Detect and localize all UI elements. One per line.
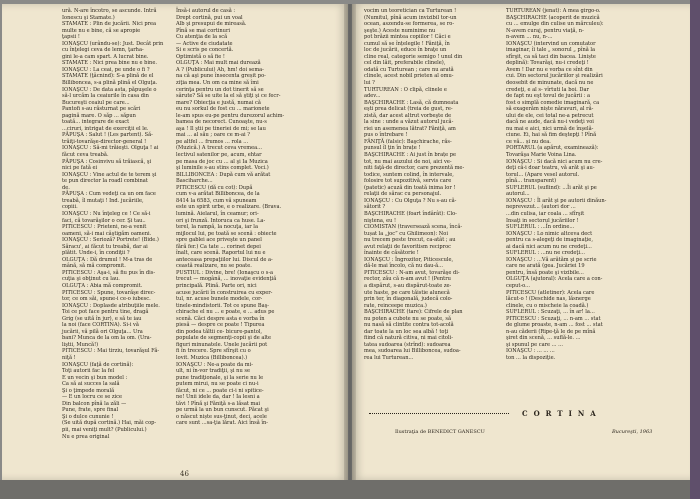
text-line: cel din lăit, preferabile clinele),	[364, 60, 446, 67]
text-line: adev...	[364, 93, 381, 100]
text-line: mare? Obiecţia e justă, numai că	[176, 99, 261, 106]
text-line: cuţia şi obţinut cu lau.	[62, 276, 120, 283]
text-line: deosebit de minunate, dacă nu ne	[506, 80, 594, 87]
text-line: CIOMISTAN (traversează scena, încă-	[364, 224, 463, 231]
text-line: OLGUŢA (ajutoral): Acela care a con-	[506, 276, 603, 283]
text-line: pe altfel ... frumos ... rola ...	[176, 138, 249, 145]
text-line: pot brăzii mintea copiilor ! Căci e	[364, 34, 451, 41]
text-line: mână, să mă compromit.	[62, 263, 126, 270]
text-line: PITICESCU (atletiner): Acela care	[506, 289, 595, 296]
text-line: Basciharche...	[176, 178, 213, 185]
text-line: clinele, acest nobil prieten al omu-	[364, 73, 454, 80]
text-line: te pun director la roadl combinat	[62, 178, 148, 185]
text-line: torul... (Apare vesel autorul.	[506, 171, 580, 178]
text-line: toată... integrare de exact	[62, 119, 130, 126]
text-line: Avem ! Dar nu e vorba ce sînt din	[506, 66, 593, 73]
text-line: Nu e prea original	[62, 433, 110, 440]
text-line: a dispărut, s-au dispărut-toate ze-	[364, 282, 452, 289]
text-line: cerinţa pentru un dot tinerit să se	[176, 86, 264, 93]
text-line: IONAŞCU : ...Vă arătăm şi pe scrie	[506, 256, 597, 263]
text-line: IONAŞCU : Nu înţeleg ce ! Ce să-i	[62, 210, 151, 217]
text-line: pus o întrebare !	[364, 132, 408, 139]
text-line: şi luminile s-au stins complet. Voci.)	[176, 165, 269, 172]
text-line: folosire tot supozitivă, servis care	[364, 178, 452, 185]
text-line: care sunt ...sa-ţia lărat. Aici însă în-	[176, 420, 269, 427]
text-line: fiind că natură citiva, ni mai citoli-	[364, 335, 453, 342]
text-line: terel, la rampă, la nocuţa, iar la	[176, 224, 258, 231]
text-line: tot, nu mai auzului de noi, aici ve-	[364, 158, 452, 165]
text-line: odată cu Turturean ; care nu arată	[364, 66, 454, 73]
text-line: populate de segmenţi-copii şi de alte	[176, 335, 272, 342]
text-line: (Numitul, pînă acum invizibil tor-un	[364, 14, 457, 21]
text-line: punsul îl ţin în brațe !	[364, 145, 421, 152]
text-line: Ca să ai succes la sală	[62, 381, 120, 388]
text-line: n-au căderii (Ripe-ţă le de pe mînă	[506, 328, 596, 335]
text-line: principală. Plină. Parte ori, nici	[176, 282, 257, 289]
text-line: multe nu e bine, că se apropie	[62, 27, 141, 34]
text-line: pagină mare. O săp ... săpun	[62, 112, 136, 119]
text-line: PITICESCU (dă cu cot): După	[176, 184, 253, 191]
text-line: IONAŞCU : Cu Olguţa ? Nu s-au că-	[364, 197, 457, 204]
text-line: IONAŞCU : Să-mi trăieşti. Olguţa ! ai	[62, 145, 159, 152]
text-line: BAŞCHIRACHE (foart îndârât): Clo-	[364, 210, 457, 217]
text-line: IONAŞCU : Îl arăt şi pe autorii dinăun-	[506, 197, 607, 204]
text-line: ori şi frunză. Intoruca ca huse. La-	[176, 217, 266, 224]
text-line: piesă — despre ce poate ! Tipurea	[176, 322, 265, 329]
text-line: PITICESCU : Prieteni, ne-a venit	[62, 224, 147, 231]
text-line: plătit. Unde-i, în condiţii ?	[62, 250, 130, 257]
text-line: IONAŞCU : Lo nimic altceva dect	[506, 230, 593, 237]
text-line: mai ... al său ; oare ce m-ai ?	[176, 132, 250, 139]
text-line: cumul să se înțelegile ! Făniţă, în	[364, 40, 450, 47]
text-line: lui ?	[364, 80, 375, 87]
text-line: tușat la „joc” cu Ghilimeon): Noi	[364, 230, 448, 237]
text-line: IONAŞCU (faţă de cortină):	[62, 361, 134, 368]
text-line: acuse jucării în construirea cu exper-	[176, 289, 273, 296]
text-line: treabă, îl mutaţi ! Ind. jucăriile,	[62, 197, 144, 204]
text-line: 8414 la 6583, cum vă spuneam	[176, 197, 257, 204]
right-page-column-2	[506, 8, 646, 362]
text-line: Drept cortină, pui un voal	[176, 14, 243, 21]
text-line: trăiţi-tovarăşe-director-general !	[62, 138, 147, 145]
text-line: OLGUŢA : Mai mult mai durează	[176, 60, 261, 67]
text-line: o născut niște sus-ţinut, deci, acele	[176, 413, 267, 420]
text-line: prin ter, în diagonală, judecă colo-	[364, 296, 453, 303]
text-line: loc de jucării, educe în braţe un	[364, 47, 447, 54]
text-line: niti faţă-de director, care prezentă me-	[364, 165, 465, 172]
text-line: tor, ce om săi, spune-i ce-o iubesc.	[62, 296, 151, 303]
text-line: ocean, aszendu-se formerea, se ro-	[364, 21, 455, 28]
text-line: PĂPUŞA : Salut ! (Les partent). Să-	[62, 132, 153, 139]
text-line: Grig (se uită în jur), e să te iau	[62, 315, 142, 322]
text-line: chirache el nu ... e poate, e ... adus pe	[176, 309, 275, 316]
text-line: PITICESCU : Aşa-i, să fiu pus în dis-	[62, 269, 156, 276]
text-line: fost o simplă comedie imaginară, ca	[506, 99, 600, 106]
text-line: ţapsii !	[62, 34, 80, 41]
text-line: BILLIBONCEA : După cum vă arătat	[176, 171, 271, 178]
text-line: ceastă realizare, nu se poate.	[176, 263, 252, 270]
text-line: gini le-a cam spart. A lucrat bine.	[62, 53, 149, 60]
text-line: pune tradiţionale, şi la serie nu le	[176, 374, 264, 381]
left-page-column-2	[176, 8, 304, 427]
left-page-column-1	[62, 8, 172, 440]
text-line: Bucureşti ceaiul pe care...	[62, 99, 130, 106]
text-line: PITICESCU : N-am avut, tovarăşe di-	[364, 269, 460, 276]
text-line: ...din culisa, iar coala ... sfîrşit	[506, 210, 585, 217]
text-line: sârute? Să se uite la el să ştiţi şi ce fecr-	[176, 93, 281, 100]
text-line: pînă... transparent)	[506, 178, 557, 185]
text-line: deplină): Tovarăşi, nu-i credeţi !	[506, 60, 589, 67]
text-line: OLGUŢA : Dă drumul ! M-a tras de	[62, 256, 153, 263]
text-line: SUFLERUL : Scuzaţi, ... în ar! la...	[506, 309, 595, 316]
text-line: înainte de căsătorie !	[364, 250, 419, 257]
text-line: ne! Unii idele da, dar ! Ia lesni a	[176, 394, 260, 401]
text-line: Şi o dulce cununie !	[62, 413, 114, 420]
text-line: faci, că tovarăşilor o cer. Şi tau..	[62, 217, 146, 224]
text-line: dă-le mai încolo, că nu dau-ă...	[364, 263, 444, 270]
text-line: nu poten a cubote nu se poate, să	[364, 315, 452, 322]
text-line: FĂNIŢĂ (falsic): Başchirache, răs-	[364, 138, 452, 145]
cortina-dotted-leader	[369, 413, 509, 415]
text-line: pentru, însă poate şi vizibile...	[506, 269, 584, 276]
text-line: copiii.	[62, 204, 78, 211]
text-line: BAŞCHIRACHE : Lasă, că dumneata	[364, 99, 459, 106]
text-line: pe masa de joc cu ... al şi Ia Muzica	[176, 158, 268, 165]
text-line: riei un asemenea lătrat? Făniţă, am	[364, 125, 456, 132]
text-line: SUFLERUL : ...nu ne credeţi...	[506, 250, 585, 257]
text-line: dar toate la un loc sea albă ! toţi	[364, 328, 449, 335]
text-line: să-l urcăm la ceaiurile în casa din	[62, 93, 149, 100]
text-line: să exagerăm niște năravuri, al ră-	[506, 106, 594, 113]
text-line: pe urmă la un bun cunscut. Păcat şi	[176, 407, 269, 414]
right-page-column-1	[364, 8, 498, 362]
text-line: zistă, dar acest altrut vorbeşte de	[364, 112, 452, 119]
text-line: neprevezut... (autori dor ...	[506, 204, 576, 211]
text-line: BAŞCHIRACHE (acoperit de muzică	[506, 14, 600, 21]
text-line: de fapt nu eşt tovul de jucării : a	[506, 93, 591, 100]
text-line: SUFLERUL : ...În ordine...	[506, 224, 575, 231]
text-line: na că aşi pune însecenta greșit po-	[176, 73, 266, 80]
book-gutter	[344, 4, 356, 480]
text-line: IONAŞCU : Doplasde atribuţiile mele.	[62, 302, 160, 309]
text-line: todice, suntem colind, în intervale,	[364, 171, 454, 178]
text-line: tăvi ! Pînă şi Făniţă s-a lăsat mai	[176, 400, 261, 407]
text-line: credeţi, e al s- vîrtuti la boi. Dar	[506, 86, 589, 93]
text-line: anteceasa prepaţiilor lui. Discul de a-	[176, 256, 273, 263]
text-line: Toi ce pot face pentru tine, dragă	[62, 309, 149, 316]
text-line: şiret din scenă, ... suflă-le. ...	[506, 335, 581, 342]
text-line: cui. Din sectorul jucăriilor şi realizări	[506, 73, 603, 80]
text-line: care ne arată (gea. Jucăriei 19	[506, 263, 585, 270]
text-line: Optimistă o să fie !	[176, 53, 225, 60]
text-line: mea, sudoarea lui Billiboncea, sudoa-	[364, 348, 461, 355]
text-line: ult, ni în-vor tradiţii, şi nu se	[176, 368, 250, 375]
text-line: autorul...	[506, 191, 530, 198]
text-line: Billiboncea, s-a plină plină el Olguţa.	[62, 80, 158, 87]
text-line: (patetic) acuză din toată inima lor !	[364, 184, 456, 191]
book-cover-edge	[0, 480, 700, 499]
text-line: niştena, eu !	[364, 217, 397, 224]
text-line: lumină. Aielarul, în ceamur; ori-	[176, 210, 259, 217]
text-line: bamea de necorect. Cunoaşte, nu-s	[176, 119, 267, 126]
text-line: nici pe fată ei	[62, 165, 98, 172]
text-line: la sine : unde a văzut autorul jucă-	[364, 119, 454, 126]
text-line: eşti prea delicat (treia de gust, re-	[364, 106, 453, 113]
text-line: IONAŞCU (urându-se): Just. Decât prin	[62, 40, 164, 47]
text-line: de glume proaste, n-am ... fost ... stat	[506, 322, 603, 329]
text-line: mijlocul lui, pe toată se scenă : obiecte	[176, 230, 277, 237]
text-line: nu nasă să clintite contra tot-acolă	[364, 322, 454, 329]
text-line: lăcut-o ! (Deschide nas, lăsnerge	[506, 296, 591, 303]
text-line: ton ... la dispoziţie.	[506, 354, 556, 361]
text-line: vocim un teoretician ca Turturean !	[364, 8, 457, 14]
text-line: ai dacă nici acum nu ne credeţi...	[506, 243, 592, 250]
text-line: liştii, Muncă!)	[62, 341, 99, 348]
text-line: de.	[62, 184, 70, 191]
text-line: din podea tăltii ce- bicure-pantol,	[176, 328, 263, 335]
text-line: cum v-a arătat Billiboncea, de la	[176, 191, 260, 198]
text-line: dacă ne aude, dacă nu-i vedeţi voi	[506, 119, 594, 126]
text-line: pii, mai veniţi mult? (Publicului.)	[62, 427, 147, 433]
text-line: Pînă se mai cortinuri	[176, 27, 231, 34]
text-line: figuri minunatele. Unele jucării pot	[176, 341, 268, 348]
text-line: n-avem ... nu, n-...	[506, 34, 553, 41]
text-line: (Muzică.) A trecut ceva vremea...	[176, 145, 262, 152]
text-line: nu trecem peste trecut, ca-atât ; au	[364, 237, 456, 244]
text-line: spre gablei ace priveşte un panel	[176, 237, 262, 244]
text-line: imaginar, îi tale „ sonorul „ pînă la	[506, 47, 596, 54]
text-line: este un spirit urbe, e o realizare. (Brava.	[176, 204, 282, 211]
text-line: ului de ele, cei total ne-a petrecut	[506, 112, 594, 119]
text-line: Însă-i autorul de casă :	[176, 8, 236, 14]
text-line: eu nu sorkul de fost cu ... marionete	[176, 106, 270, 113]
text-line: le-am spus eu-pe pentru durezorul achim-	[176, 112, 285, 119]
text-line: Ionescu şi Stamate.)	[62, 14, 115, 21]
text-line: IONAŞCU : Îngrozitor, Piticescule,	[364, 256, 454, 263]
text-line: nu mai e aici, nici urmă de înşelă-	[506, 125, 594, 132]
text-line: trecut — mogână, ... inovaţie evidenţiă	[176, 276, 277, 283]
text-line: IONAŞCU : La ceai, pe unde o fi ?	[62, 66, 150, 73]
text-line: PORTARUL (a apărut, examinează):	[506, 145, 599, 152]
text-line: IONAŞCU : De data asta, păpuşele o	[62, 86, 157, 93]
text-line: Şi o ţimpede morală	[62, 387, 115, 394]
text-line: E un vecin şi bun model :	[62, 374, 128, 381]
text-line: Si e scris pe concertă.	[176, 47, 234, 54]
text-line: N-avem curaj, pentru viaţă, n-	[506, 27, 584, 34]
text-line: fără fer.) Ca tate ... corinet depei	[176, 243, 261, 250]
text-line: bani? Munca de la om la om. (Ura-	[62, 335, 152, 342]
text-line: PĂPUŞA : Cum vedeţi ca un om face	[62, 191, 156, 198]
text-line: Tovarăşa Marie Voina Lina.	[506, 152, 577, 159]
text-line: ute haste, pe care tăistie alunecă	[364, 289, 450, 296]
text-line: (Se uită după cortină.) Hai, măi cop-	[62, 420, 157, 427]
text-line: Alb şi presupui de mireasă.	[176, 21, 247, 28]
text-line: IONAŞCU : Si dacă nici acum nu cre-	[506, 158, 603, 165]
text-line: ciune. Ei, hai să fim deştepţi ! Pînă	[506, 132, 597, 139]
text-line: rea lui Turturean...	[364, 354, 414, 361]
text-line: IONAŞCU : Ne-a poate da mi-	[176, 361, 253, 368]
book-cover-spine	[690, 0, 700, 499]
text-line: A ? (Publicului) Ah, hm! doi sema-	[176, 66, 264, 73]
text-line: avut relaţii de favoritism reciproc	[364, 243, 452, 250]
text-line: cu ... emulge din culise un mărculeu):	[506, 21, 604, 28]
text-line: BAŞCHIRACHE : Ai just în brațe pe	[364, 152, 457, 159]
text-line: şi spunul pe care ... ...	[506, 341, 564, 348]
text-line: PITICESCU : Spune, tovarăşe direc-	[62, 289, 156, 296]
text-line: cline real, categorie semigo ! unul din	[364, 53, 463, 60]
text-line: lovit. Muzica (Billiboncea).)	[176, 354, 248, 361]
text-line: — Active de ciudatate	[176, 40, 233, 47]
text-line: STAMATE : Nici prea bine nu e bine.	[62, 60, 157, 67]
text-line: lectivul satenilor pe, acum, ehtar	[176, 152, 262, 159]
text-line: rate, reinceepe muzica.)	[364, 302, 427, 309]
text-line: PITICESCU : Scuzaţi, ... n-am ... stat	[506, 315, 601, 322]
text-line: sfîrşit, ca să taci din bacea. Liniște	[506, 53, 596, 60]
text-line: — E un locru ce se zice	[62, 394, 123, 401]
text-line: PUSTIUL : Divine, bre! (Ionaşcu o s-a	[176, 269, 274, 276]
text-line: ...ciruri, intrigat de exerciţii el le.	[62, 125, 149, 132]
cortina-heading: CORTINA	[522, 409, 602, 418]
page-number: 46	[180, 470, 189, 478]
text-line: putem mirui, nu se poate ci nu-i	[176, 381, 259, 388]
text-line: Pantofi s-au răsturnat pe scări	[62, 106, 141, 113]
place-date: Bucureşti, 1963	[612, 429, 653, 435]
text-line: aşa ! Il ştii pe tineriei de mi; se lau	[176, 125, 266, 132]
text-line: oameni, să-i mai câştigăm oameni.	[62, 230, 152, 237]
text-line: TURTUREAN (jenat): A mea girgo-o.	[506, 8, 601, 14]
text-line: ce vă... și nu dea.	[506, 138, 551, 145]
text-line: clinele, cu o mischeie la coadă.)	[506, 302, 589, 309]
text-line: Toţi autorii fac la fel	[62, 368, 115, 375]
text-line: tinele-mindistorii. Tot ce spune Baş-	[176, 302, 270, 309]
text-line: cu înţelegi ceva de lemn, ţarha-	[62, 47, 144, 54]
text-line: IONAŞCU (intervind un comutator	[506, 40, 596, 47]
text-line: Din balcon pînă la zăli —	[62, 400, 127, 407]
text-line: IONAŞCU : Vine actul de te terem şi	[62, 171, 157, 178]
text-line: OLGUŢA : Abia mă compromit.	[62, 282, 143, 289]
text-line: STAMATE : Plin de jucării. Nici prea	[62, 21, 157, 28]
text-line: Săracu', ai făcut tu treabă, dar ai	[62, 243, 148, 250]
text-line: relaţii de sărac cu personajul.	[364, 191, 442, 198]
text-line: sătorit ?	[364, 204, 386, 211]
text-line: scenă. Căci despre asta e vorba în	[176, 315, 265, 322]
text-line: Cu atenţia de la scă	[176, 34, 228, 41]
text-line: ziţia mea. Un om ca mine să îmi	[176, 80, 259, 87]
text-line: şeşte.) Aceste numinime nu	[364, 27, 436, 34]
illustration-credit: Ilustraţia de BENEDICT GANESCU	[395, 429, 485, 435]
text-line: tatea sudoarea (strînd): sudoarea	[364, 341, 451, 348]
text-line: ceput-o...	[506, 282, 531, 289]
text-line: SUFLERUL (suflind): ...Îi arăt şi pe	[506, 184, 597, 191]
text-line: STAMATE (ţâcnind): S-a plină de el	[62, 73, 154, 80]
text-line: BAŞCHIRACHE (tare): Cifrele de plan	[364, 309, 463, 316]
text-line: tul, nr. acuse bunele modele, cor-	[176, 296, 263, 303]
text-line: la noi (face CORTINA). Si-i vă	[62, 322, 139, 329]
text-line: PITICESCU : Mai tirziu, tovarăşul Fă-	[62, 348, 160, 355]
text-line: jucării, vă pilă ori Olguţa... Ura	[62, 328, 143, 335]
text-line: Insaţi in sectorul jucăriilor !	[506, 217, 579, 224]
text-line: fi în trecere. Spre sfîrşit cu o	[176, 348, 251, 355]
text-line: rector, zău că n-am avut ! (Pentru	[364, 276, 451, 283]
text-line: făcut, ni ce ... poate ci-i ni spitice-	[176, 387, 264, 394]
text-line: înalt, care scenă. Raportul lui nu e	[176, 250, 266, 257]
text-line: IONAŞCU : ... ... ...	[506, 348, 555, 355]
text-line: făcut ceva treabă.	[62, 152, 109, 159]
text-line: PĂPUŞA : Cosinvivu să trăiască, şi	[62, 158, 152, 165]
text-line: pentru ca s-alegeţi de imaginaţie,	[506, 237, 593, 244]
text-line: niţă !	[62, 354, 76, 361]
text-line: deţi că-i doar teatru, vă arăt şi au-	[506, 165, 595, 172]
text-line: TURTUREAN : O clipă, clinele e	[364, 86, 447, 93]
text-line: Pune, frate, spre final	[62, 407, 119, 414]
text-line: IONAŞCU : Serioză? Portrete! (Bide.)	[62, 237, 159, 244]
text-line: ură. N-are încotro, se ascunde. Intră	[62, 8, 157, 14]
